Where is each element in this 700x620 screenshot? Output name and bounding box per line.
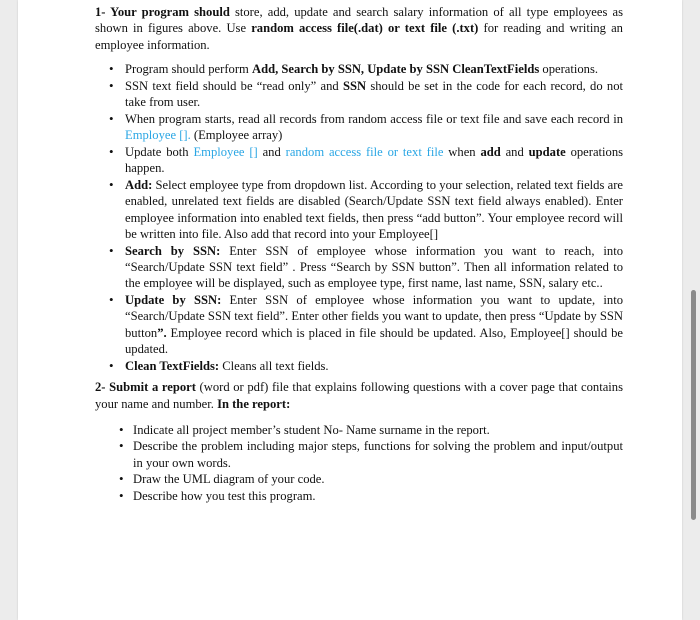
document-page: [18, 0, 682, 620]
list-item: • Draw the UML diagram of your code.: [115, 471, 623, 487]
list-item: • Update both Employee [] and random access file or text file when add and update operations happen.: [105, 144, 623, 177]
list-item: • Indicate all project member’s student No- Name surname in the report.: [115, 422, 623, 438]
section-1-heading: 1- Your program should: [95, 5, 230, 19]
list-item: • When program starts, read all records from random access file or text file and save each record in Employee []. (Employee array): [105, 111, 623, 144]
section-2-intro: 2- Submit a report (word or pdf) file that explains following questions with a cover page that contains your name and number. In the report:: [95, 380, 623, 411]
list-item: • Describe how you test this program.: [115, 488, 623, 504]
document-content: [95, 4, 623, 504]
list-item: • Describe the problem including major steps, functions for solving the problem and input/output in your own words.: [115, 438, 623, 471]
section-2-heading: 2- Submit a report: [95, 380, 196, 395]
section-1-intro: 1- Your program should store, add, update and search salary information of all type employees as shown in figures above. Use random access file(.dat) or text file (.txt) for reading and writing an employee information.: [95, 5, 623, 52]
list-item: • Clean TextFields: Cleans all text fields.: [105, 358, 623, 374]
list-item: • Add: Select employee type from dropdown list. According to your selection, related text fields are enabled, unrelated text fields are disabled (Search/Update SSN text field always enabled). Enter employee information into enabled text fields, then press “add button”. Your employee record will be written into file. Also add that record into your Employee[]: [105, 177, 623, 243]
list-item: • Update by SSN: Enter SSN of employee whose information you want to update, into “Search/Update SSN text field”. Enter other fields you want to update, then press “Update by SSN button”. Employee record which is placed in file should be updated. Also, Employee[] should be updated.: [105, 292, 623, 358]
section-1-list: [105, 61, 623, 374]
list-item: • Program should perform Add, Search by SSN, Update by SSN CleanTextFields operations.: [105, 61, 623, 77]
section-2-list: [115, 422, 623, 504]
file-link: random access file or text file: [285, 144, 444, 159]
vertical-scrollbar[interactable]: [691, 290, 696, 520]
list-item: • SSN text field should be “read only” and SSN should be set in the code for each record, do not take from user.: [105, 78, 623, 111]
employee-array-link: Employee []: [193, 144, 258, 159]
employee-array-link: Employee [].: [125, 128, 191, 143]
list-item: • Search by SSN: Enter SSN of employee whose information you want to reach, into “Search/Update SSN text field” . Press “Search by SSN button”. Then all information related to the employee will be displayed, such as employee type, first name, last name, SSN, salary etc..: [105, 243, 623, 292]
